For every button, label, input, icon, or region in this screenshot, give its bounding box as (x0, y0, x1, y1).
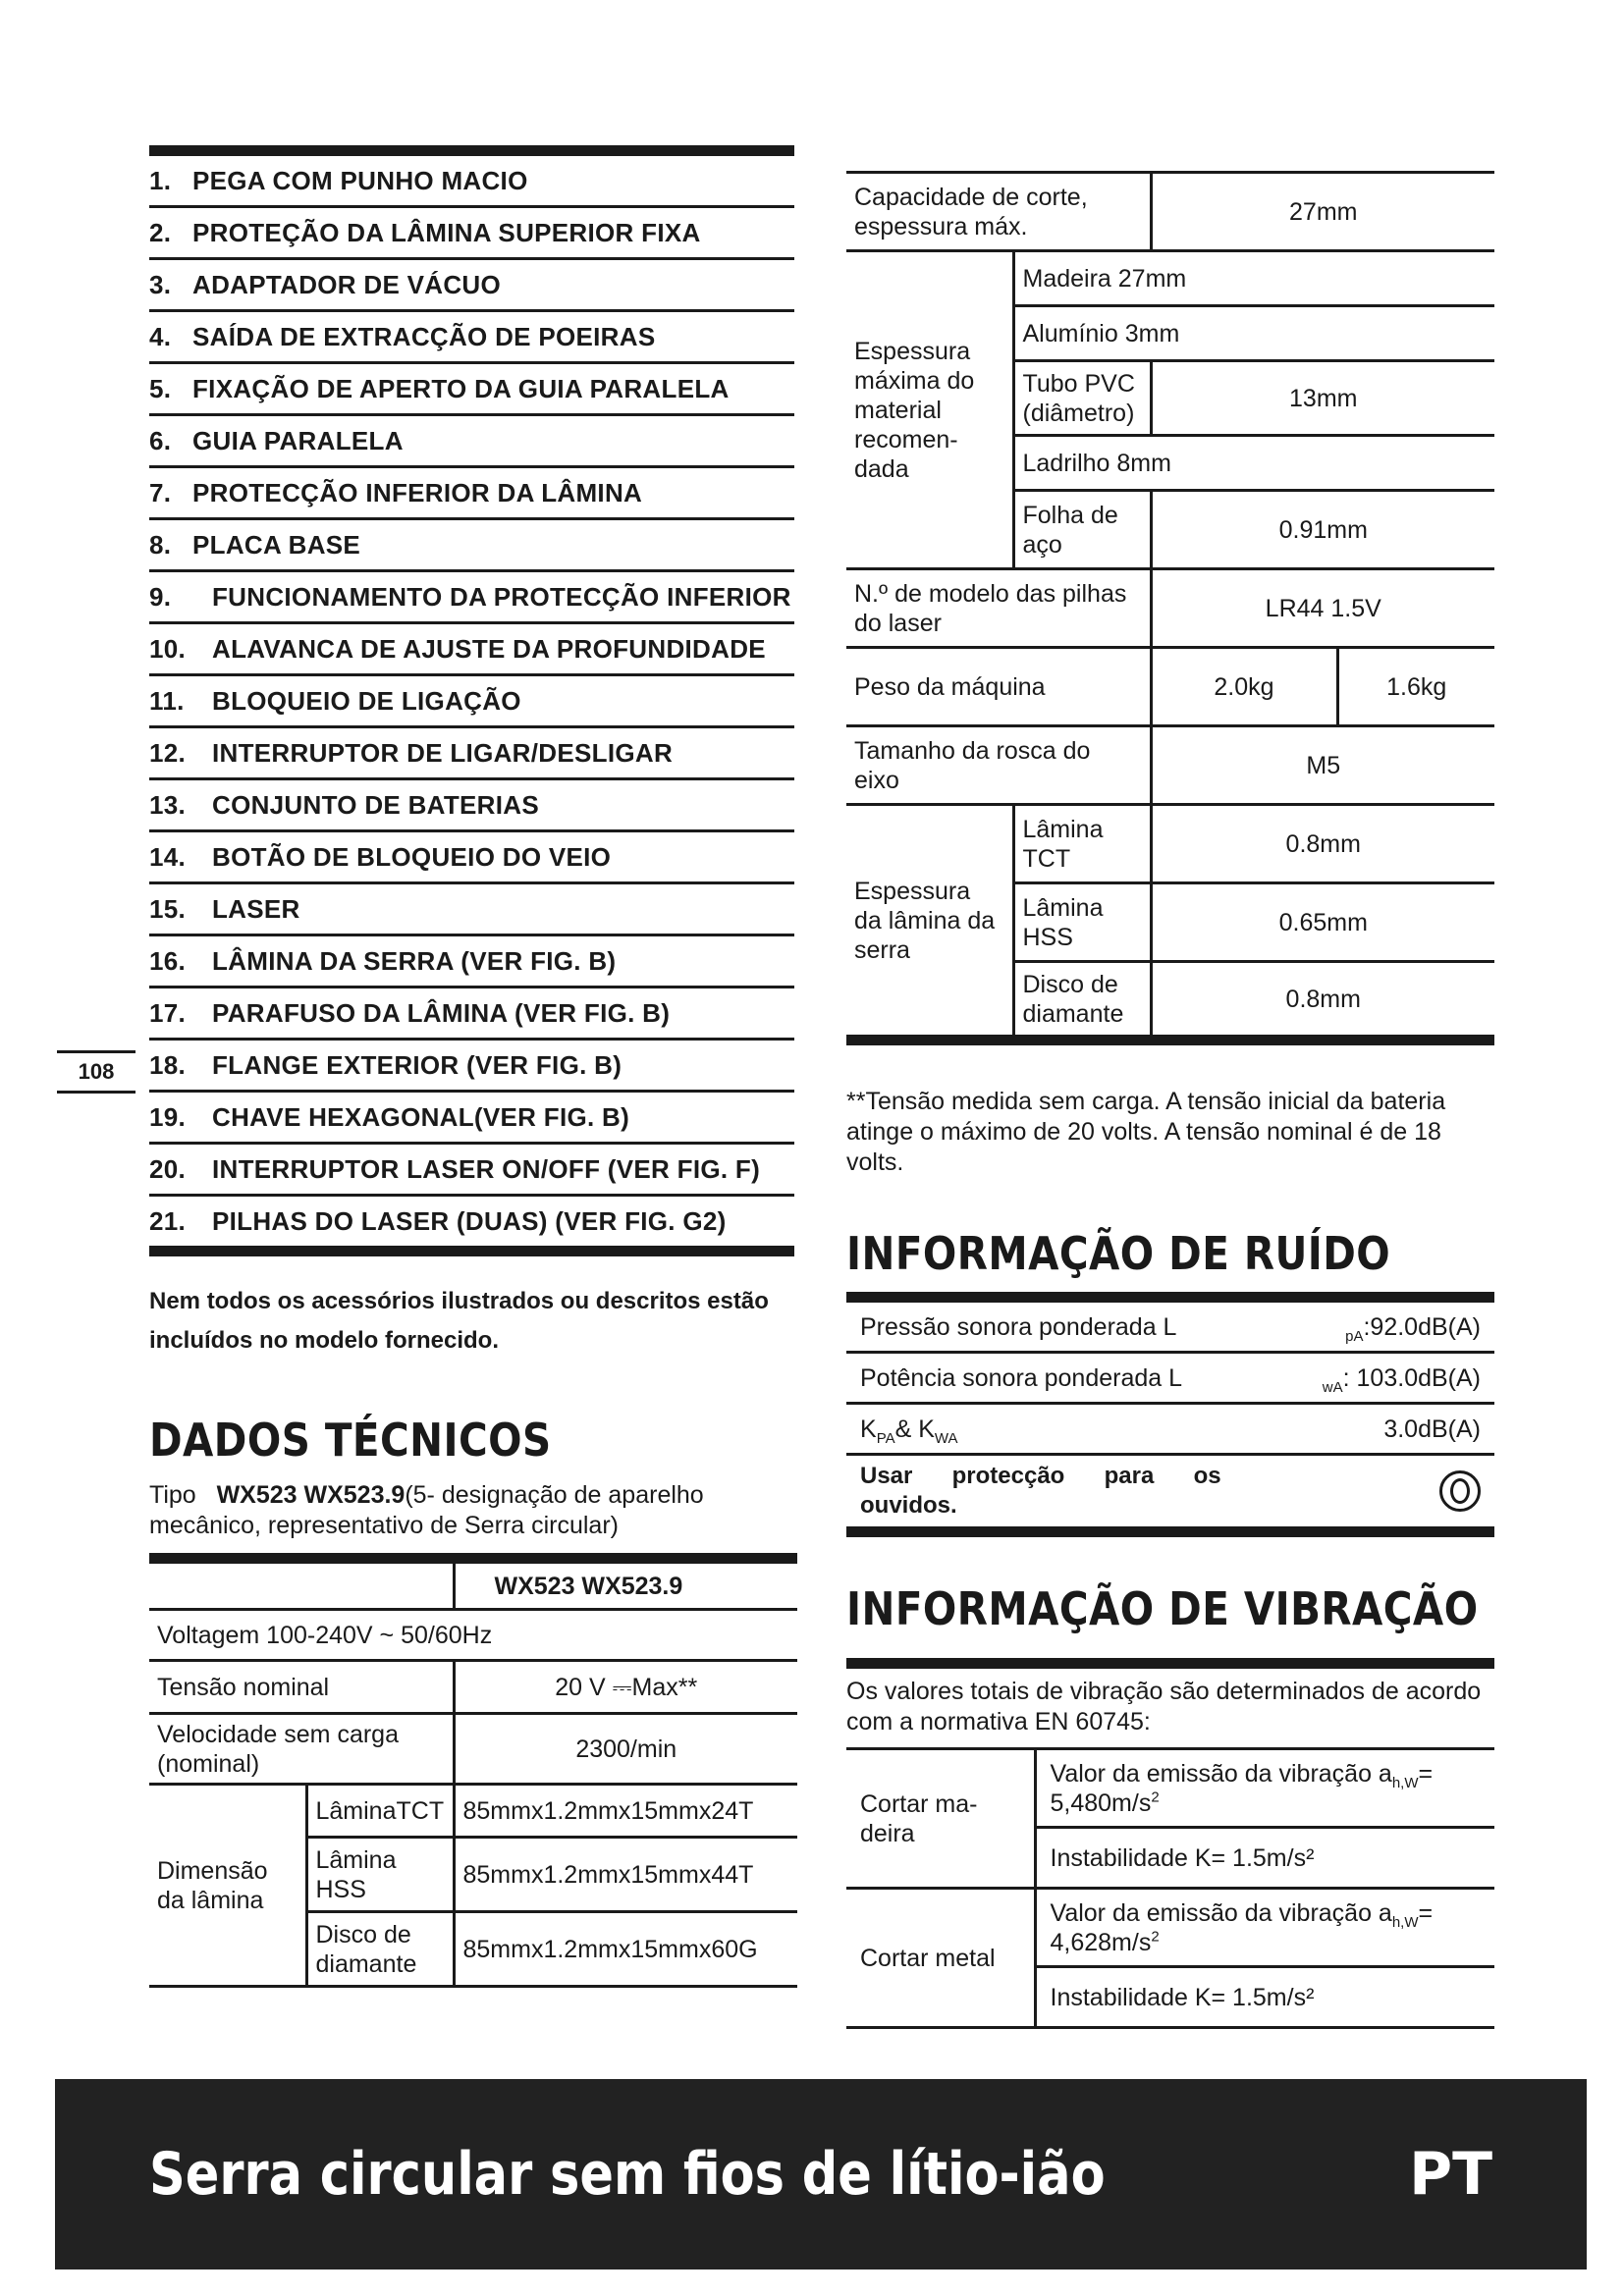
voltagem-row: Voltagem 100-240V ~ 50/60Hz (149, 1610, 797, 1661)
velocidade-value: 2300/min (454, 1714, 797, 1785)
ear-protection-icon (1300, 1455, 1494, 1532)
material-name: Tubo PVC (diâmetro) (1013, 361, 1151, 436)
vib-emissao: Valor da emissão da vibração $a_{h,W}= 4,628m/s^2$ (1035, 1889, 1494, 1967)
material-value: 0.91mm (1151, 491, 1494, 569)
blade-type: Disco de diamante (306, 1912, 454, 1987)
material-row: Alumínio 3mm (1013, 306, 1494, 361)
material-row: Ladrilho 8mm (1013, 436, 1494, 491)
pilhas-label: N.º de modelo das pilhas do laser (846, 569, 1151, 648)
blade-type: Lâmina HSS (306, 1838, 454, 1912)
tipo-line: Tipo WX523 WX523.9(5- designação de aparelho mecânico, representativo de Serra circular) (149, 1481, 704, 1539)
blade-value: 85mmx1.2mmx15mmx44T (454, 1838, 797, 1912)
dados-heading: DADOS TÉCNICOS (149, 1414, 552, 1467)
part-item: 5. FIXAÇÃO DE APERTO DA GUIA PARALELA (149, 364, 794, 416)
lamina-name: Disco de diamante (1013, 962, 1151, 1041)
vibracao-intro: Os valores totais de vibração são determinados de acordo com a normativa EN 60745: (846, 1678, 1482, 1735)
pilhas-value: LR44 1.5V (1151, 569, 1494, 648)
vib-label: Cortar ma-deira (846, 1749, 1035, 1889)
material-row: Madeira 27mm (1013, 251, 1494, 306)
lamina-name: Lâmina HSS (1013, 883, 1151, 962)
vibration-table (846, 1747, 1494, 2029)
tensao-label: Tensão nominal (149, 1661, 454, 1714)
part-item: 9. FUNCIONAMENTO DA PROTECÇÃO INFERIOR (149, 572, 794, 624)
part-item: 14. BOTÃO DE BLOQUEIO DO VEIO (149, 832, 794, 884)
lamina-value: 0.65mm (1151, 883, 1494, 962)
blade-value: 85mmx1.2mmx15mmx60G (454, 1912, 797, 1987)
vib-instab: Instabilidade K= 1.5m/s² (1035, 1828, 1494, 1889)
part-item: 17. PARAFUSO DA LÂMINA (VER FIG. B) (149, 988, 794, 1041)
parts-top-rule (149, 145, 794, 156)
vib-label: Cortar metal (846, 1889, 1035, 2028)
tensao-note: **Tensão medida sem carga. A tensão inicial da bateria atinge o máximo de 20 volts. A tensão nominal é de 18 volts. (846, 1088, 1446, 1176)
accessories-note: Nem todos os acessórios ilustrados ou descritos estão incluídos no modelo fornecido. (149, 1288, 769, 1354)
part-item: 7. PROTECÇÃO INFERIOR DA LÂMINA (149, 468, 794, 520)
page-number: 108 (57, 1050, 135, 1094)
material-name: Folha de aço (1013, 491, 1151, 569)
lamina-value: 0.8mm (1151, 805, 1494, 883)
capacidade-label: Capacidade de corte, espessura máx. (846, 173, 1151, 251)
part-item: 16. LÂMINA DA SERRA (VER FIG. B) (149, 936, 794, 988)
part-item: 12. INTERRUPTOR DE LIGAR/DESLIGAR (149, 728, 794, 780)
rosca-value: M5 (1151, 726, 1494, 805)
potencia-label: Potência sonora ponderada L (846, 1353, 1300, 1404)
footer-banner (55, 2079, 1587, 2269)
vib-instab: Instabilidade K= 1.5m/s² (1035, 1967, 1494, 2028)
part-item: 19. CHAVE HEXAGONAL(VER FIG. B) (149, 1093, 794, 1145)
part-item: 2. PROTEÇÃO DA LÂMINA SUPERIOR FIXA (149, 208, 794, 260)
protecao-ouvidos: Usar protecção para os ouvidos. (846, 1455, 1300, 1532)
parts-bottom-rule (149, 1246, 794, 1256)
peso-value-2: 1.6kg (1337, 648, 1494, 726)
part-item: 6. GUIA PARALELA (149, 416, 794, 468)
espessura-lamina-label: Espessura da lâmina da serra (846, 805, 1013, 1041)
dados-col-header: WX523 WX523.9 (454, 1559, 797, 1610)
noise-table (846, 1292, 1494, 1537)
lamina-value: 0.8mm (1151, 962, 1494, 1041)
material-value: 13mm (1151, 361, 1494, 436)
espessura-material-label: Espessura máxima do material recomen-dada (846, 251, 1013, 569)
part-item: 8. PLACA BASE (149, 520, 794, 572)
pressao-value: $_{pA}$:92.0dB(A) (1300, 1298, 1494, 1353)
part-item: 21. PILHAS DO LASER (DUAS) (VER FIG. G2) (149, 1197, 794, 1249)
part-item: 1. PEGA COM PUNHO MACIO (149, 156, 794, 208)
part-item: 20. INTERRUPTOR LASER ON/OFF (VER FIG. F) (149, 1145, 794, 1197)
part-item: 13. CONJUNTO DE BATERIAS (149, 780, 794, 832)
part-item: 4. SAÍDA DE EXTRACÇÃO DE POEIRAS (149, 312, 794, 364)
lamina-name: Lâmina TCT (1013, 805, 1151, 883)
potencia-value: $_{wA}$: 103.0dB(A) (1300, 1353, 1494, 1404)
footer-language: PT (1409, 2140, 1492, 2209)
part-item: 3. ADAPTADOR DE VÁCUO (149, 260, 794, 312)
blade-value: 85mmx1.2mmx15mmx24T (454, 1785, 797, 1838)
peso-label: Peso da máquina (846, 648, 1151, 726)
footer-title: Serra circular sem fios de lítio-ião (149, 2140, 1106, 2209)
blade-type: LâminaTCT (306, 1785, 454, 1838)
part-item: 18. FLANGE EXTERIOR (VER FIG. B) (149, 1041, 794, 1093)
vibracao-heading: INFORMAÇÃO DE VIBRAÇÃO (846, 1582, 1479, 1635)
tensao-value: 20 V ⎓Max** (454, 1661, 797, 1714)
blade-dim-label: Dimensão da lâmina (149, 1785, 306, 1987)
velocidade-label: Velocidade sem carga (nominal) (149, 1714, 454, 1785)
part-item: 15. LASER (149, 884, 794, 936)
k-label: $K_{PA}\&$ $K_{WA}$ (846, 1404, 1300, 1455)
spec-table (846, 171, 1494, 1045)
vib-emissao: Valor da emissão da vibração $a_{h,W}= 5,480m/s^2$ (1035, 1749, 1494, 1828)
part-item: 11. BLOQUEIO DE LIGAÇÃO (149, 676, 794, 728)
pressao-label: Pressão sonora ponderada L (846, 1298, 1300, 1353)
k-value: 3.0dB(A) (1300, 1404, 1494, 1455)
vibracao-rule (846, 1658, 1494, 1669)
dados-table (149, 1553, 797, 1988)
ruido-heading: INFORMAÇÃO DE RUÍDO (846, 1227, 1391, 1280)
peso-value-1: 2.0kg (1151, 648, 1337, 726)
parts-list (149, 145, 794, 1256)
rosca-label: Tamanho da rosca do eixo (846, 726, 1151, 805)
part-item: 10. ALAVANCA DE AJUSTE DA PROFUNDIDADE (149, 624, 794, 676)
capacidade-value: 27mm (1151, 173, 1494, 251)
